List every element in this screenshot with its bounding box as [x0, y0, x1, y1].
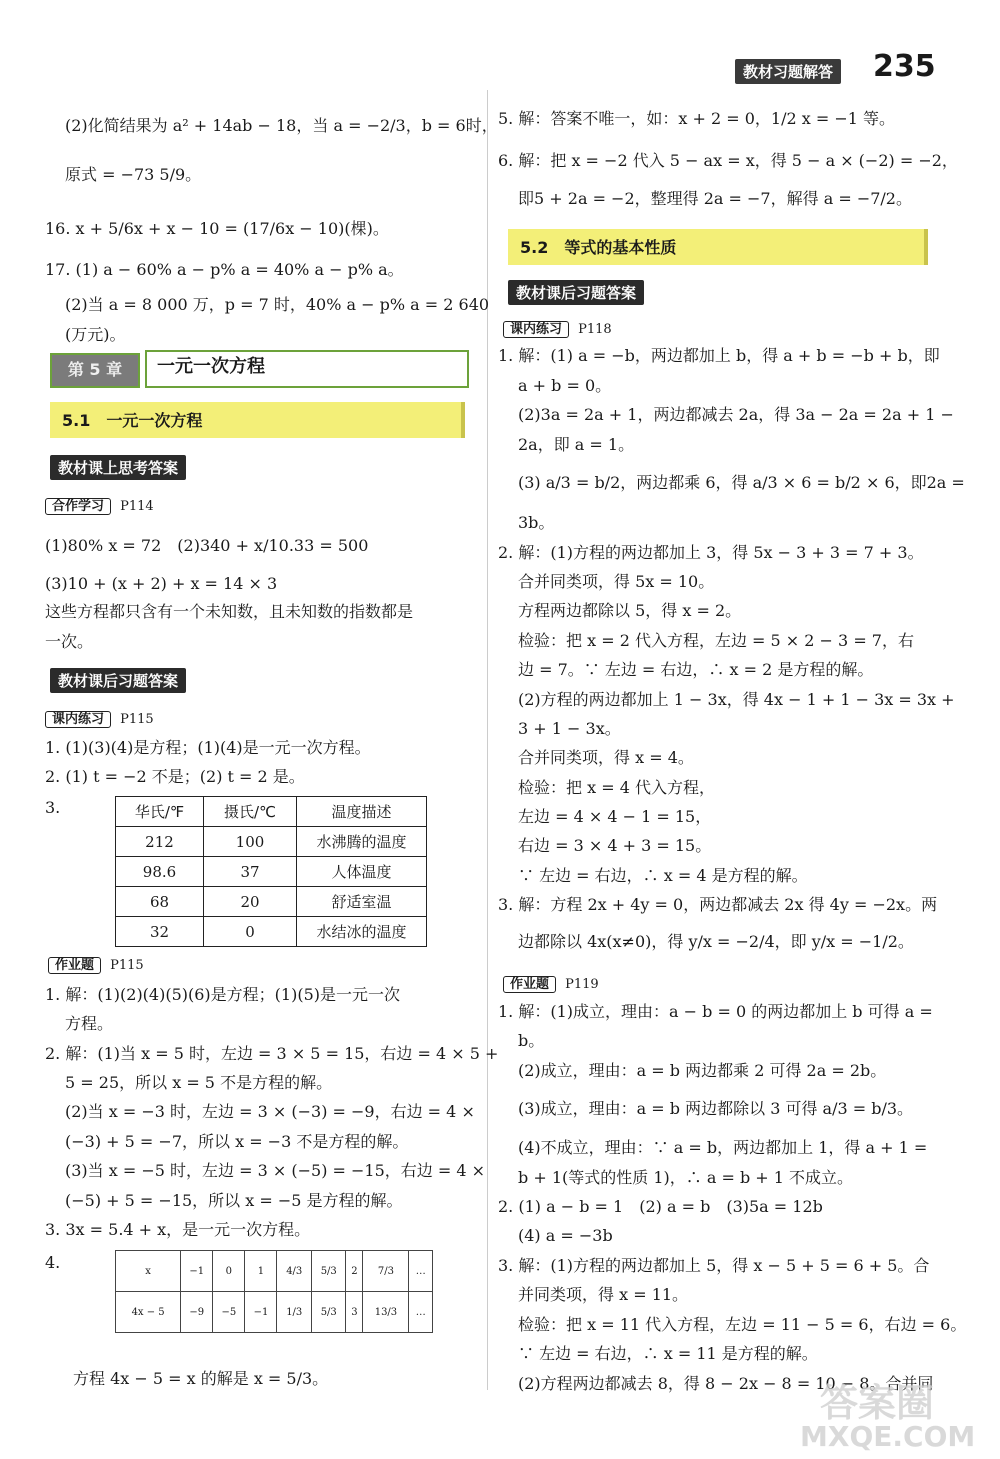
after-class-tag: 教材课后习题答案	[50, 668, 186, 693]
text-line: 边都除以 4x(x≠0)，得 y/x = −2/4，即 y/x = −1/2。	[518, 932, 914, 951]
text-line: 4.	[45, 1253, 61, 1272]
page-number: 235	[873, 49, 936, 84]
table-cell: 1	[245, 1251, 277, 1292]
table-cell: 100	[204, 827, 297, 857]
table-cell: …	[409, 1292, 433, 1333]
text-line: 1. 解：(1)(2)(4)(5)(6)是方程；(1)(5)是一元一次	[45, 985, 401, 1004]
header-label: 教材习题解答	[735, 59, 841, 84]
hw-block	[503, 973, 599, 992]
text-line: 3.	[45, 798, 61, 817]
text-line: 右边 = 3 × 4 + 3 = 15。	[518, 836, 712, 855]
table-header: 温度描述	[297, 797, 427, 827]
table-cell: 人体温度	[297, 857, 427, 887]
column-divider	[487, 90, 488, 1390]
hw-block	[48, 954, 144, 973]
homework-page: P119	[565, 977, 599, 992]
table-header: 摄氏/℃	[204, 797, 297, 827]
table-cell: 0	[204, 917, 297, 947]
table-cell: 3	[346, 1292, 363, 1333]
text-line: a + b = 0。	[518, 376, 612, 395]
text-line: 3b。	[518, 513, 555, 532]
text-line: (3) a/3 = b/2，两边都乘 6，得 a/3 × 6 = b/2 × 6，即2a =	[518, 473, 965, 492]
table-cell: −1	[245, 1292, 277, 1333]
table-row	[116, 887, 427, 917]
text-line: (2)当 a = 8 000 万，p = 7 时，40% a − p% a = 2 640	[65, 295, 490, 314]
section-heading: 5.2 等式的基本性质	[508, 229, 928, 265]
table-header-row	[116, 797, 427, 827]
table-cell: 7/3	[363, 1251, 409, 1292]
think-answers-tag: 教材课上思考答案	[50, 455, 186, 480]
text-line: 左边 = 4 × 4 − 1 = 15，	[518, 807, 712, 826]
text-line: 2. (1) a − b = 1 (2) a = b (3)5a = 12b	[498, 1197, 823, 1216]
text-line: b。	[518, 1031, 545, 1050]
text-line: 合并同类项，得 5x = 10。	[518, 572, 715, 591]
table-cell: 5/3	[311, 1292, 346, 1333]
text-line: 3. 3x = 5.4 + x，是一元一次方程。	[45, 1220, 311, 1239]
table-cell: −1	[181, 1251, 213, 1292]
table-cell: 4/3	[277, 1251, 312, 1292]
text-line: (2)成立，理由：a = b 两边都乘 2 可得 2a = 2b。	[518, 1061, 887, 1080]
class-block	[45, 708, 154, 727]
temperature-table	[115, 796, 427, 947]
text-line: (2)化简结果为 a² + 14ab − 18，当 a = −2/3，b = 6时，	[65, 116, 498, 135]
table-cell: 2	[346, 1251, 363, 1292]
chapter-tag: 第 5 章	[50, 353, 140, 388]
homework-tag: 作业题	[503, 976, 556, 993]
text-line: 3 + 1 − 3x。	[518, 719, 621, 738]
text-line: 16. x + 5/6x + x − 10 = (17/6x − 10)(棵)。	[45, 219, 389, 238]
text-line: 3. 解：(1)方程的两边都加上 5，得 x − 5 + 5 = 6 + 5。合	[498, 1256, 930, 1275]
text-line: 2. 解：(1)当 x = 5 时，左边 = 3 × 5 = 15，右边 = 4 × 5 +	[45, 1044, 499, 1063]
table-cell: 37	[204, 857, 297, 887]
table-row	[116, 857, 427, 887]
table-header: 华氏/℉	[116, 797, 204, 827]
class-practice-tag: 课内练习	[503, 321, 569, 338]
text-line: (−3) + 5 = −7，所以 x = −3 不是方程的解。	[65, 1132, 409, 1151]
text-line: (万元)。	[65, 325, 126, 344]
table-cell: …	[409, 1251, 433, 1292]
text-line: 方程两边都除以 5，得 x = 2。	[518, 601, 742, 620]
coop-page: P114	[120, 499, 154, 514]
text-line: (−5) + 5 = −15，所以 x = −5 是方程的解。	[65, 1191, 403, 1210]
table-cell: 13/3	[363, 1292, 409, 1333]
text-line: 这些方程都只含有一个未知数，且未知数的指数都是	[45, 602, 414, 621]
class-practice-tag: 课内练习	[45, 711, 111, 728]
text-line: 方程 4x − 5 = x 的解是 x = 5/3。	[73, 1369, 329, 1388]
text-line: (3)当 x = −5 时，左边 = 3 × (−5) = −15，右边 = 4 ×	[65, 1161, 486, 1180]
text-line: 6. 解：把 x = −2 代入 5 − ax = x，得 5 − a × (−2) = −2，	[498, 151, 958, 170]
text-line: 17. (1) a − 60% a − p% a = 40% a − p% a。	[45, 260, 404, 279]
text-line: ∵ 左边 = 右边，∴ x = 11 是方程的解。	[518, 1344, 818, 1363]
text-line: (2)3a = 2a + 1，两边都减去 2a，得 3a − 2a = 2a + 1 −	[518, 405, 954, 424]
watermark-site: MXQE.COM	[800, 1420, 976, 1453]
table-cell: 20	[204, 887, 297, 917]
table-cell: 98.6	[116, 857, 204, 887]
section-heading: 5.1 一元一次方程	[50, 402, 465, 438]
text-line: 检验：把 x = 4 代入方程，	[518, 778, 715, 797]
text-line: 1. 解：(1)成立，理由：a − b = 0 的两边都加上 b 可得 a =	[498, 1002, 933, 1021]
table-cell: 68	[116, 887, 204, 917]
table-cell: 舒适室温	[297, 887, 427, 917]
chapter-title: 一元一次方程	[145, 350, 469, 388]
class-block	[503, 318, 612, 337]
text-line: 5 = 25，所以 x = 5 不是方程的解。	[65, 1073, 333, 1092]
table-row	[116, 1251, 433, 1292]
homework-tag: 作业题	[48, 957, 101, 974]
text-line: (3)成立，理由：a = b 两边都除以 3 可得 a/3 = b/3。	[518, 1099, 914, 1118]
text-line: (3)10 + (x + 2) + x = 14 × 3	[45, 574, 278, 593]
watermark-logo: 答案圈	[820, 1381, 935, 1425]
text-line: 边 = 7。∵ 左边 = 右边，∴ x = 2 是方程的解。	[518, 660, 874, 679]
table-cell: −5	[213, 1292, 245, 1333]
text-line: (1)80% x = 72 (2)340 + x/10.33 = 500	[45, 536, 369, 555]
table-cell: 水结冰的温度	[297, 917, 427, 947]
table-cell: 1/3	[277, 1292, 312, 1333]
table-cell: 32	[116, 917, 204, 947]
class-page: P115	[120, 712, 154, 727]
text-line: 原式 = −73 5/9。	[65, 165, 202, 184]
text-line: 3. 解：方程 2x + 4y = 0，两边都减去 2x 得 4y = −2x。两	[498, 895, 938, 914]
table-row	[116, 917, 427, 947]
text-line: (2)方程两边都减去 8，得 8 − 2x − 8 = 10 − 8。合并同	[518, 1374, 934, 1393]
text-line: (4) a = −3b	[518, 1226, 613, 1245]
text-line: (2)当 x = −3 时，左边 = 3 × (−3) = −9，右边 = 4 ×	[65, 1102, 475, 1121]
coop-block	[45, 495, 154, 514]
table-cell: −9	[181, 1292, 213, 1333]
table-cell: x	[116, 1251, 181, 1292]
class-page: P118	[578, 322, 612, 337]
table-row	[116, 1292, 433, 1333]
text-line: 检验：把 x = 2 代入方程，左边 = 5 × 2 − 3 = 7，右	[518, 631, 914, 650]
text-line: 检验：把 x = 11 代入方程，左边 = 11 − 5 = 6，右边 = 6。	[518, 1315, 967, 1334]
text-line: ∵ 左边 = 右边，∴ x = 4 是方程的解。	[518, 866, 808, 885]
text-line: (4)不成立，理由：∵ a = b，两边都加上 1，得 a + 1 =	[518, 1138, 928, 1157]
value-table	[115, 1250, 433, 1333]
homework-page: P115	[110, 958, 144, 973]
text-line: 1. (1)(3)(4)是方程；(1)(4)是一元一次方程。	[45, 738, 371, 757]
table-cell: 4x − 5	[116, 1292, 181, 1333]
coop-tag: 合作学习	[45, 498, 111, 515]
table-row	[116, 827, 427, 857]
table-cell: 0	[213, 1251, 245, 1292]
text-line: 合并同类项，得 x = 4。	[518, 748, 694, 767]
after-class-tag: 教材课后习题答案	[508, 280, 644, 305]
table-cell: 水沸腾的温度	[297, 827, 427, 857]
text-line: 方程。	[65, 1014, 114, 1033]
text-line: (2)方程的两边都加上 1 − 3x，得 4x − 1 + 1 − 3x = 3x +	[518, 690, 955, 709]
table-cell: 5/3	[311, 1251, 346, 1292]
text-line: b + 1(等式的性质 1)，∴ a = b + 1 不成立。	[518, 1168, 854, 1187]
text-line: 并同类项，得 x = 11。	[518, 1285, 689, 1304]
text-line: 5. 解：答案不唯一，如：x + 2 = 0，1/2 x = −1 等。	[498, 109, 896, 128]
text-line: 2. (1) t = −2 不是；(2) t = 2 是。	[45, 767, 305, 786]
text-line: 即5 + 2a = −2，整理得 2a = −7，解得 a = −7/2。	[518, 189, 912, 208]
text-line: 2a，即 a = 1。	[518, 435, 635, 454]
text-line: 一次。	[45, 632, 94, 651]
text-line: 2. 解：(1)方程的两边都加上 3，得 5x − 3 + 3 = 7 + 3。	[498, 543, 924, 562]
text-line: 1. 解：(1) a = −b，两边都加上 b，得 a + b = −b + b，即	[498, 346, 940, 365]
table-cell: 212	[116, 827, 204, 857]
